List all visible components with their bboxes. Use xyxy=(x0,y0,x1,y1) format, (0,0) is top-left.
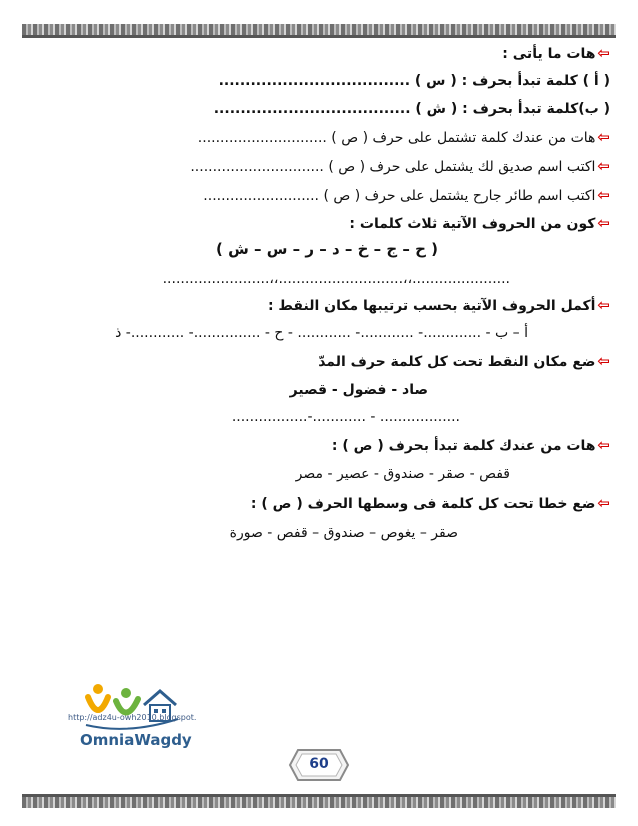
line-10: ⇦أكمل الحروف الآتية بحسب ترتيبها مكان النقط : xyxy=(267,296,610,314)
line-12: ⇦ضع مكان النقط تحت كل كلمة حرف المدّ xyxy=(318,352,610,370)
line-14: .................. - ............-................. xyxy=(231,409,460,425)
red-arrow-icon: ⇦ xyxy=(597,128,610,146)
red-arrow-icon: ⇦ xyxy=(597,44,610,62)
red-arrow-icon: ⇦ xyxy=(597,494,610,512)
line-13: صاد - فضول - قصير xyxy=(289,382,428,398)
bottom-border xyxy=(22,794,616,808)
red-arrow-icon: ⇦ xyxy=(597,296,610,314)
line-7: ⇦كون من الحروف الآتية ثلاث كلمات : xyxy=(349,214,610,232)
page-number: 60 xyxy=(309,756,329,772)
line-17: ⇦ضع خطا تحت كل كلمة فى وسطها الحرف ( ص ) : xyxy=(250,494,610,512)
top-border xyxy=(22,24,616,38)
red-arrow-icon: ⇦ xyxy=(597,157,610,175)
red-arrow-icon: ⇦ xyxy=(597,352,610,370)
logo-url: http://adz4u-owh2010.blogspot. xyxy=(68,713,197,722)
line-2: ( أ ) كلمة تبدأ بحرف : ( س ) .................................... xyxy=(218,73,610,89)
line-5: ⇦اكتب اسم صديق لك يشتمل على حرف ( ص ) .............................. xyxy=(190,157,610,175)
line-3: ( ب)كلمة تبدأ بحرف : ( ش ) ..................................... xyxy=(213,101,610,117)
line-6: ⇦اكتب اسم طائر جارح يشتمل على حرف ( ص ) .......................... xyxy=(203,186,610,204)
logo-name: OmniaWagdy xyxy=(80,731,192,749)
letters-group: ( ح – ج – خ – د – ر – س – ش ) xyxy=(216,240,438,258)
red-arrow-icon: ⇦ xyxy=(597,186,610,204)
line-9: ......................،،............................،،........................ xyxy=(162,271,510,287)
line-15: ⇦هات من عندك كلمة تبدأ بحرف ( ص ) : xyxy=(331,436,610,454)
line-18: صقر – يغوص – صندوق – قفص - صورة xyxy=(229,525,458,541)
line-4: ⇦هات من عندك كلمة تشتمل على حرف ( ص ) ............................. xyxy=(197,128,610,146)
red-arrow-icon: ⇦ xyxy=(597,436,610,454)
line-11: أ – ب - .............- ............- ............ - ح - ...............- ............- ذ xyxy=(115,325,528,341)
line-1: ⇦هات ما يأتى : xyxy=(502,44,610,62)
line-16: قفص - صقر - صندوق - عصير - مصر xyxy=(295,466,510,482)
page-number-badge xyxy=(288,748,350,782)
red-arrow-icon: ⇦ xyxy=(597,214,610,232)
